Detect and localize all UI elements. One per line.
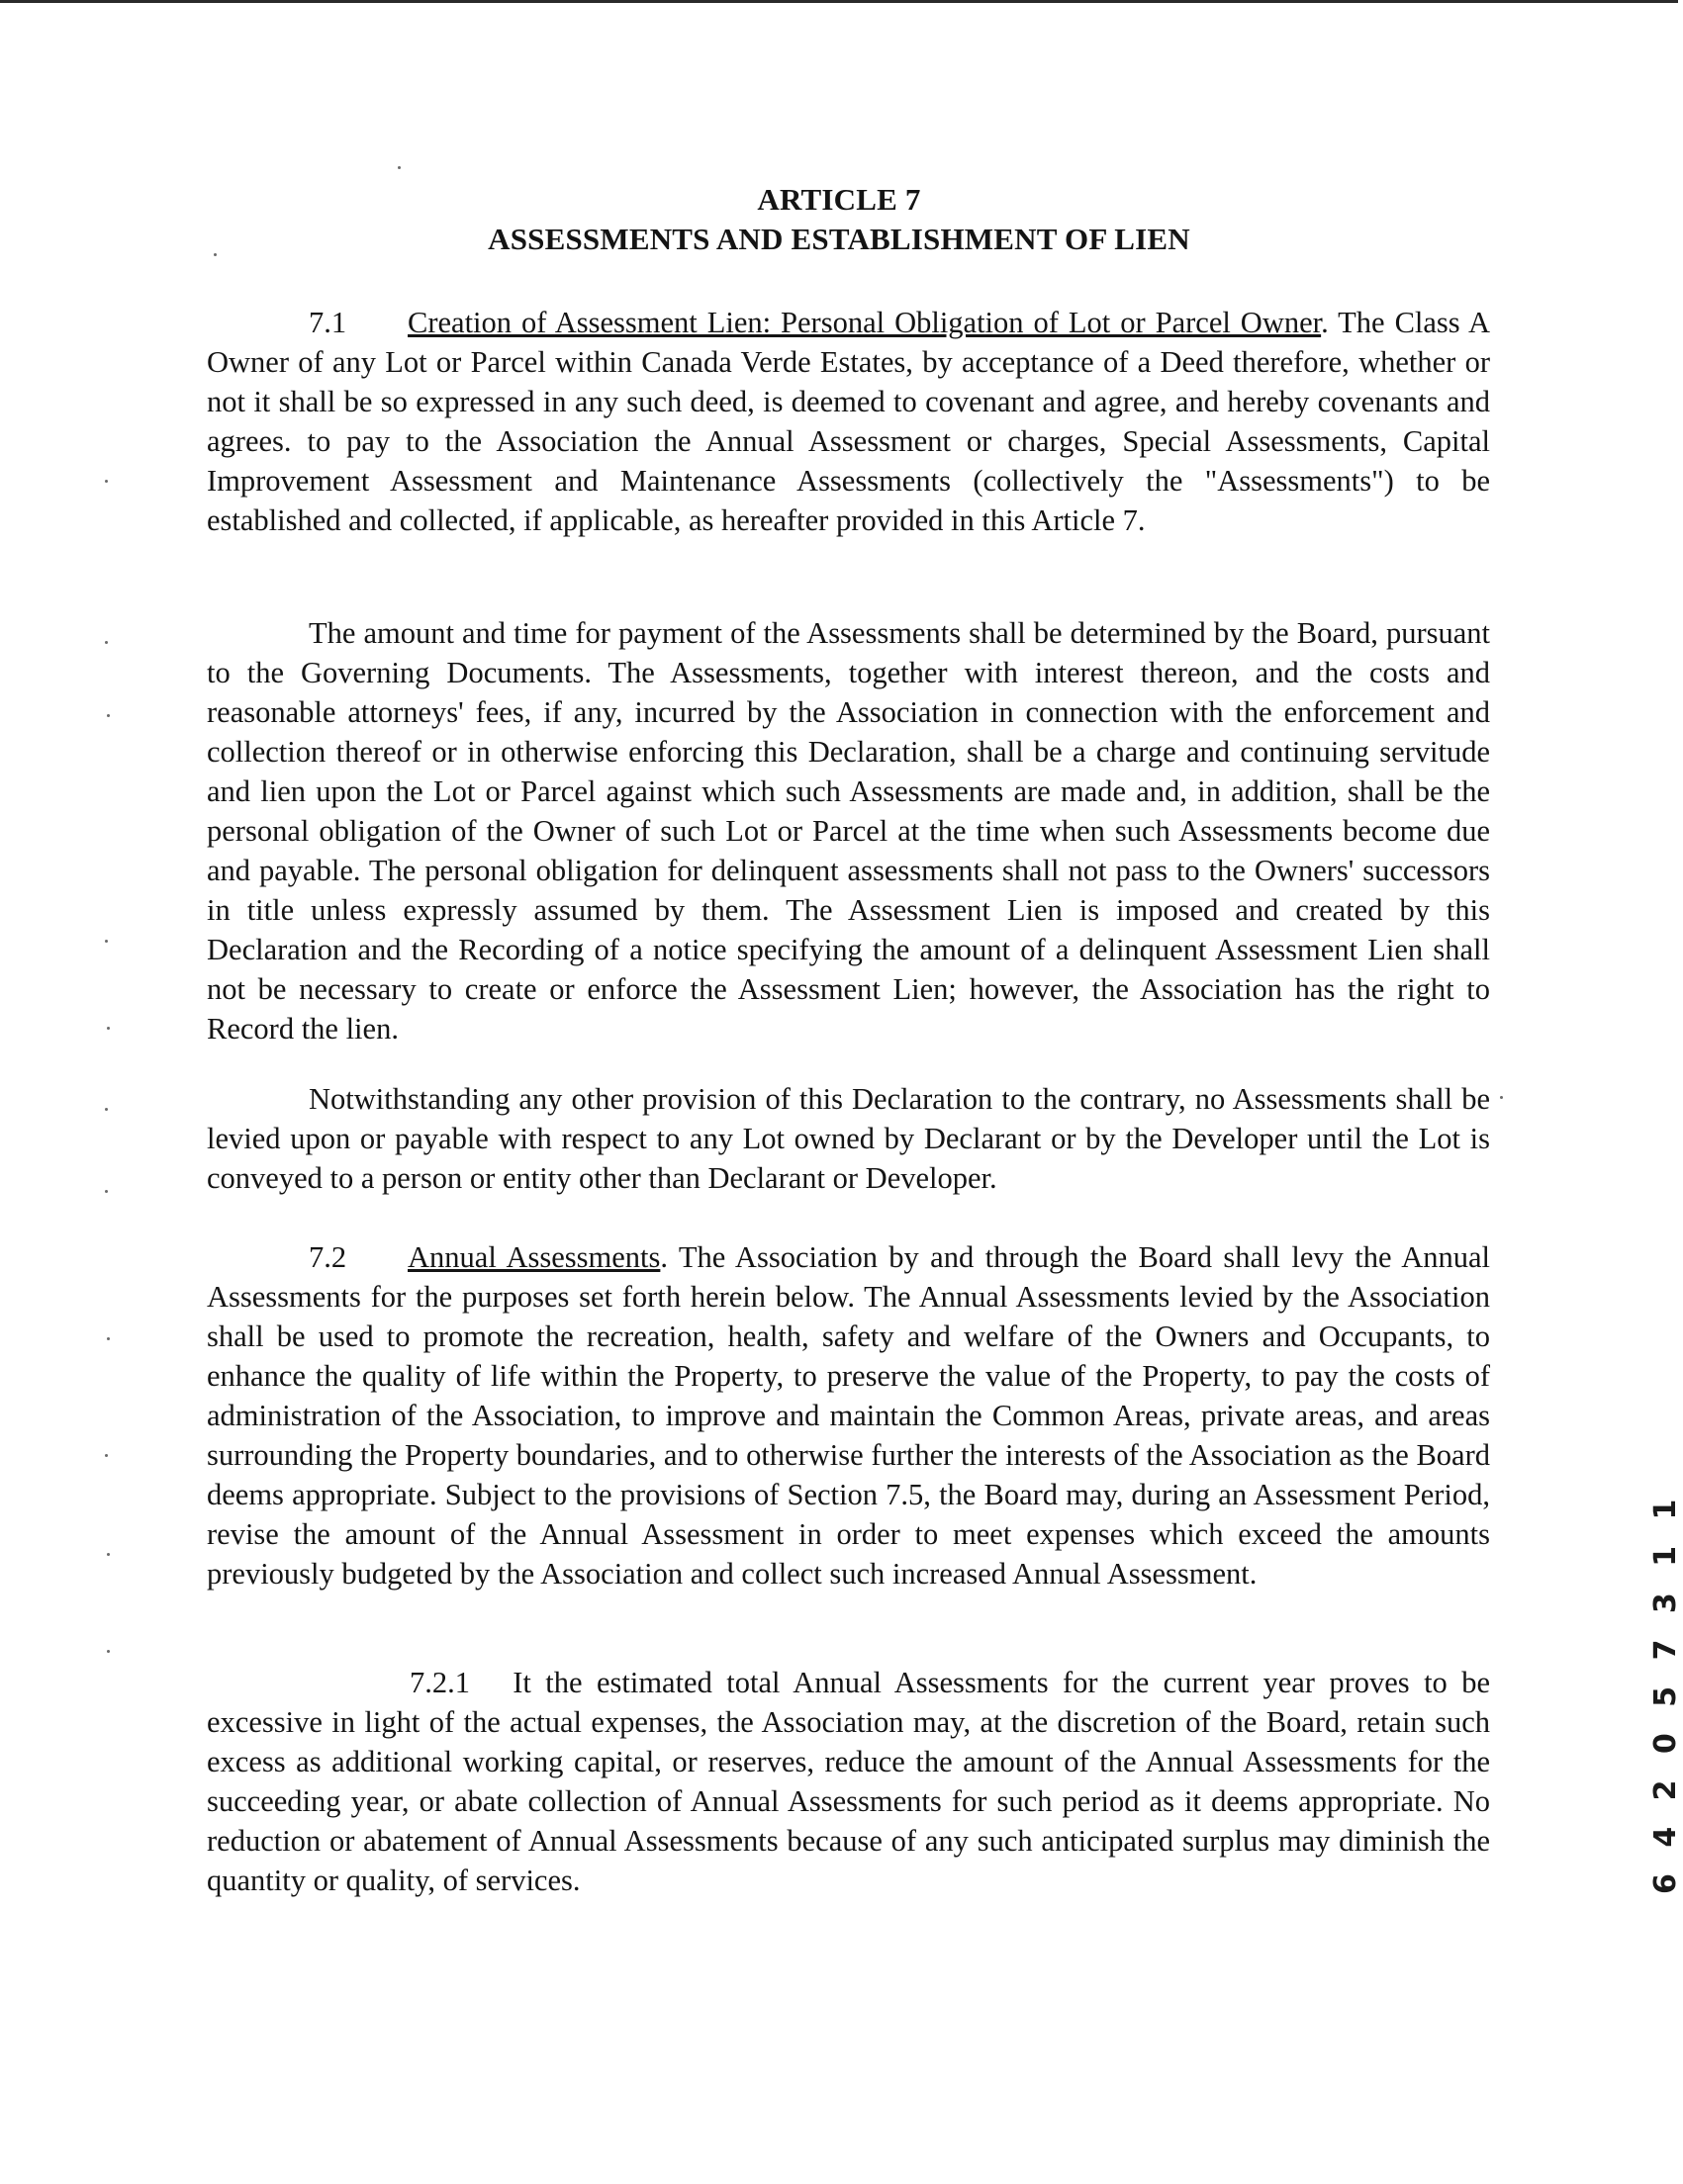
scan-speck <box>105 641 108 644</box>
scan-speck <box>107 1553 110 1556</box>
scan-top-edge <box>0 0 1678 3</box>
notwithstanding-paragraph-text: Notwithstanding any other provision of this Declaration to the contrary, no Assessments shall be levied upon or payable with respect to any Lot owned by Declarant or by the Developer until the Lot is conveyed to a person or entity other than Declarant or Developer. <box>207 1082 1490 1195</box>
recording-stamp <box>1603 1491 1683 1894</box>
section-7-1-heading: Creation of Assessment Lien: Personal Obligation of Lot or Parcel Owner <box>408 306 1322 339</box>
section-7-2-heading: Annual Assessments <box>408 1240 661 1274</box>
section-7-2-paragraph <box>207 1237 1490 1593</box>
section-7-1-body: . The Class A Owner of any Lot or Parcel within Canada Verde Estates, by acceptance of a Deed therefore, whether or not it shall be so expressed in any such deed, is deemed to covenant and agree, and hereby covenants and agrees. to pay to the Association the Annual Assessment or charges, Special Assessments, Capital Improvement Assessment and Maintenance Assessments (collectively the "Assessments") to be established and collected, if applicable, as hereafter provided in this Article 7. <box>207 306 1490 537</box>
article-subtitle: ASSESSMENTS AND ESTABLISHMENT OF LIEN <box>488 222 1190 256</box>
scan-speck <box>107 1650 110 1653</box>
section-7-1-number: 7.1 <box>309 306 347 339</box>
scan-speck <box>107 1337 110 1340</box>
scan-speck <box>1500 1096 1503 1099</box>
payment-paragraph <box>207 613 1490 1048</box>
scan-speck <box>398 166 401 169</box>
scan-speck <box>105 480 108 483</box>
scan-speck <box>105 1190 108 1193</box>
notwithstanding-paragraph <box>207 1079 1490 1198</box>
section-7-2-1-number: 7.2.1 <box>410 1666 470 1699</box>
article-title: ARTICLE 7 <box>757 182 921 217</box>
section-7-2-number: 7.2 <box>309 1240 347 1274</box>
scan-speck <box>107 714 110 717</box>
section-7-1-paragraph <box>207 303 1490 540</box>
scan-speck <box>107 1027 110 1030</box>
scan-speck <box>105 1454 108 1457</box>
section-7-2-1-body: It the estimated total Annual Assessments for the current year proves to be excessive in light of the actual expenses, the Association may, at the discretion of the Board, retain such excess as additional working capital, or reserves, reduce the amount of the Annual Assessments for the succeeding year, or abate collection of Annual Assessments for such period as it deems appropriate. No reduction or abatement of Annual Assessments because of any such anticipated surplus may diminish the quantity or quality, of services. <box>207 1666 1491 1897</box>
scan-speck <box>214 253 217 256</box>
payment-paragraph-text: The amount and time for payment of the Assessments shall be determined by the Board, pursuant to the Governing Documents. The Assessments, together with interest thereon, and the costs and reasonable attorneys' fees, if any, incurred by the Association in connection with the enforcement and collection thereof or in otherwise enforcing this Declaration, shall be a charge and continuing servitude and lien upon the Lot or Parcel against which such Assessments are made and, in addition, shall be the personal obligation of the Owner of such Lot or Parcel at the time when such Assessments become due and payable. The personal obligation for delinquent assessments shall not pass to the Owners' successors in title unless expressly assumed by them. The Assessment Lien is imposed and created by this Declaration and the Recording of a notice specifying the amount of a delinquent Assessment Lien shall not be necessary to create or enforce the Assessment Lien; however, the Association has the right to Record the lien. <box>207 616 1490 1046</box>
scan-speck <box>105 1108 108 1111</box>
section-7-2-body: . The Association by and through the Board shall levy the Annual Assessments for the purposes set forth herein below. The Annual Assessments levied by the Association shall be used to promote the recreation, health, safety and welfare of the Owners and Occupants, to enhance the quality of life within the Property, to preserve the value of the Property, to pay the costs of administration of the Association, to improve and maintain the Common Areas, private areas, and areas surrounding the Property boundaries, and to otherwise further the interests of the Association as the Board deems appropriate. Subject to the provisions of Section 7.5, the Board may, during an Assessment Period, revise the amount of the Annual Assessment in order to meet expenses which exceed the amounts previously budgeted by the Association and collect such increased Annual Assessment. <box>207 1240 1490 1591</box>
scan-speck <box>105 940 108 943</box>
section-7-2-1-paragraph <box>207 1663 1490 1900</box>
recording-stamp-text: 6 4 2 0 5 7 3 1 1 <box>1648 1491 1683 1894</box>
